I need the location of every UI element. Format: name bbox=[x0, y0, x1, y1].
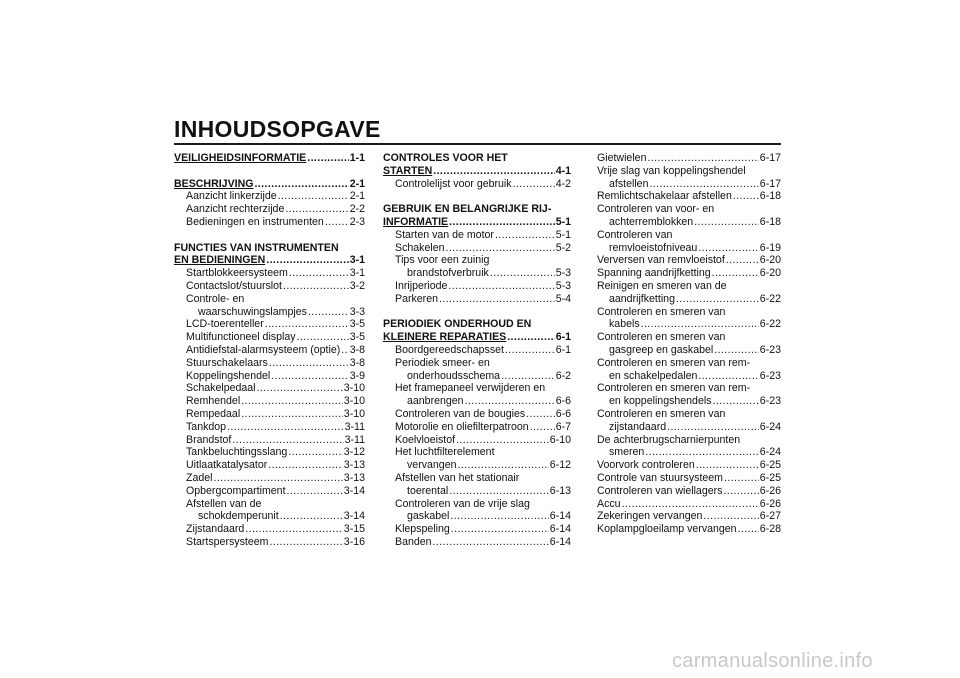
toc-entry-text: Reinigen en smeren van de bbox=[597, 279, 727, 292]
dot-leader bbox=[501, 370, 555, 383]
dot-leader bbox=[495, 229, 555, 242]
toc-entry[interactable] bbox=[597, 395, 781, 408]
dot-leader bbox=[214, 472, 343, 485]
dot-leader bbox=[456, 434, 549, 447]
page-number: 6-23 bbox=[759, 369, 781, 382]
toc-entry[interactable] bbox=[174, 434, 365, 447]
dot-leader bbox=[723, 485, 758, 498]
dot-leader bbox=[241, 395, 343, 408]
toc-entry[interactable] bbox=[383, 510, 571, 523]
page-number: 3-13 bbox=[343, 459, 365, 472]
dot-leader bbox=[325, 216, 349, 229]
dot-leader bbox=[269, 536, 342, 549]
page-number: 3-16 bbox=[343, 535, 365, 548]
toc-entry[interactable] bbox=[174, 344, 365, 357]
toc-section-entry[interactable] bbox=[174, 152, 365, 165]
dot-leader bbox=[308, 306, 349, 319]
dot-leader bbox=[269, 357, 349, 370]
toc-entry-title: gasgreep en gaskabel bbox=[609, 343, 714, 356]
toc-entry-title: smeren bbox=[609, 446, 645, 459]
dot-leader bbox=[433, 165, 554, 178]
page-number: 6-22 bbox=[759, 292, 781, 305]
dot-leader bbox=[698, 242, 758, 255]
page-number: 3-14 bbox=[343, 510, 365, 523]
toc-entry-title: Controle van stuursysteem bbox=[597, 471, 724, 484]
page-number: 6-26 bbox=[759, 484, 781, 497]
toc-entry[interactable] bbox=[383, 421, 571, 434]
page-number: 6-20 bbox=[759, 267, 781, 280]
toc-entry-title: Tankdop bbox=[186, 420, 227, 433]
toc-entry-title: Aanzicht linkerzijde bbox=[186, 190, 277, 203]
toc-entry-title: remvloeistofniveau bbox=[609, 241, 698, 254]
dot-leader bbox=[703, 510, 758, 523]
toc-column-3 bbox=[597, 152, 781, 536]
watermark: carmanualsonline.info bbox=[672, 650, 873, 672]
toc-entry-title: Rempedaal bbox=[186, 407, 241, 420]
toc-entry-text: Controleren van de vrije slag bbox=[395, 497, 530, 510]
toc-entry-title: schokdemperunit bbox=[198, 510, 279, 523]
toc-entry[interactable] bbox=[597, 216, 781, 229]
page-number: 3-13 bbox=[343, 471, 365, 484]
page-number: 3-12 bbox=[343, 446, 365, 459]
page-number: 6-10 bbox=[549, 433, 571, 446]
toc-entry[interactable] bbox=[597, 472, 781, 485]
toc-entry[interactable] bbox=[174, 267, 365, 280]
toc-entry-title: Remlichtschakelaar afstellen bbox=[597, 190, 732, 203]
toc-entry-text: Tips voor een zuinig bbox=[395, 254, 490, 267]
page-number: 4-1 bbox=[555, 164, 571, 177]
toc-entry[interactable] bbox=[383, 178, 571, 191]
page-number: 6-1 bbox=[555, 331, 571, 344]
toc-entry[interactable] bbox=[383, 485, 571, 498]
toc-entry-title: Voorvork controleren bbox=[597, 459, 695, 472]
page-number: 2-1 bbox=[349, 177, 365, 190]
toc-entry-text: Afstellen van het stationair bbox=[395, 471, 520, 484]
toc-entry-title: Controleren van wiellagers bbox=[597, 484, 723, 497]
toc-entry-title: Uitlaatkatalysator bbox=[186, 459, 268, 472]
toc-entry[interactable] bbox=[174, 536, 365, 549]
toc-section-heading: PERIODIEK ONDERHOUD EN bbox=[383, 318, 532, 331]
page-number: 3-3 bbox=[349, 305, 365, 318]
toc-entry[interactable] bbox=[383, 280, 571, 293]
page-number: 1-1 bbox=[349, 152, 365, 164]
page-number: 6-14 bbox=[549, 535, 571, 548]
toc-entry[interactable] bbox=[174, 203, 365, 216]
page-number: 6-18 bbox=[759, 215, 781, 228]
dot-leader bbox=[647, 152, 758, 165]
page-number: 6-17 bbox=[759, 152, 781, 164]
dot-leader bbox=[241, 408, 343, 421]
dot-leader bbox=[439, 293, 555, 306]
toc-entry[interactable] bbox=[174, 472, 365, 485]
toc-entry-title: Klepspeling bbox=[395, 523, 450, 536]
toc-entry[interactable] bbox=[597, 344, 781, 357]
toc-entry[interactable] bbox=[383, 267, 571, 280]
toc-entry-title: Tankbeluchtingsslang bbox=[186, 446, 288, 459]
page-number: 3-2 bbox=[349, 279, 365, 292]
page-number: 6-22 bbox=[759, 318, 781, 331]
toc-entry[interactable] bbox=[383, 229, 571, 242]
toc-entry-text: Controleren en smeren van bbox=[597, 331, 726, 344]
page-number: 5-1 bbox=[555, 215, 571, 228]
page-number: 3-1 bbox=[349, 267, 365, 280]
page-number: 3-10 bbox=[343, 407, 365, 420]
dot-leader bbox=[268, 459, 343, 472]
dot-leader bbox=[254, 178, 348, 191]
toc-entry-title: Inrijperiode bbox=[395, 279, 448, 292]
dot-leader bbox=[278, 190, 349, 203]
toc-entry-text: Afstellen van de bbox=[186, 497, 262, 510]
dot-leader bbox=[694, 216, 759, 229]
dot-leader bbox=[257, 382, 343, 395]
toc-entry[interactable] bbox=[597, 178, 781, 191]
toc-column-2 bbox=[383, 152, 571, 549]
page-number: 2-3 bbox=[349, 215, 365, 228]
toc-entry-title: aandrijfketting bbox=[609, 292, 675, 305]
toc-entry-title: VEILIGHEIDSINFORMATIE bbox=[174, 152, 307, 164]
dot-leader bbox=[433, 536, 549, 549]
toc-entry-title: Gietwielen bbox=[597, 152, 647, 164]
page-number: 6-26 bbox=[759, 497, 781, 510]
toc-entry[interactable] bbox=[383, 395, 571, 408]
page-number: 5-4 bbox=[555, 292, 571, 305]
toc-entry-title: Spanning aandrijfketting bbox=[597, 267, 711, 280]
page-number: 6-1 bbox=[555, 343, 571, 356]
toc-entry[interactable] bbox=[174, 510, 365, 523]
page-number: 6-28 bbox=[759, 523, 781, 536]
dot-leader bbox=[266, 254, 348, 267]
dot-leader bbox=[449, 216, 555, 229]
toc-entry-title: BESCHRIJVING bbox=[174, 177, 254, 190]
toc-entry-text: Controleren en smeren van rem- bbox=[597, 382, 751, 395]
toc-section-entry[interactable] bbox=[174, 178, 365, 191]
dot-leader bbox=[265, 318, 349, 331]
toc-entry-title: kabels bbox=[609, 318, 640, 331]
page-number: 6-23 bbox=[759, 343, 781, 356]
page-number: 5-2 bbox=[555, 241, 571, 254]
toc-entry-title: en koppelingshendels bbox=[609, 395, 712, 408]
toc-entry-title: Koppelingshendel bbox=[186, 369, 271, 382]
toc-entry[interactable] bbox=[174, 216, 365, 229]
page-number: 2-2 bbox=[349, 203, 365, 216]
toc-entry-text: Controleren en smeren van bbox=[597, 407, 726, 420]
toc-entry-title: onderhoudsschema bbox=[407, 369, 501, 382]
dot-leader bbox=[245, 523, 343, 536]
page-number: 6-7 bbox=[555, 420, 571, 433]
toc-section-entry[interactable] bbox=[383, 331, 571, 344]
section-gap bbox=[174, 229, 365, 242]
page-number: 6-23 bbox=[759, 395, 781, 408]
dot-leader bbox=[227, 421, 344, 434]
dot-leader bbox=[712, 267, 759, 280]
page-number: 3-14 bbox=[343, 484, 365, 497]
toc-entry[interactable] bbox=[174, 446, 365, 459]
toc-entry[interactable] bbox=[383, 293, 571, 306]
toc-entry-title: Startblokkeersysteem bbox=[186, 267, 288, 280]
page-number: 5-3 bbox=[555, 279, 571, 292]
toc-entry-title: Motorolie en oliefilterpatroon bbox=[395, 420, 529, 433]
dot-leader bbox=[530, 421, 555, 434]
section-gap bbox=[383, 190, 571, 203]
dot-leader bbox=[641, 318, 759, 331]
toc-entry[interactable] bbox=[597, 293, 781, 306]
toc-entry[interactable] bbox=[174, 408, 365, 421]
dot-leader bbox=[307, 152, 348, 165]
page-number: 3-10 bbox=[343, 395, 365, 408]
dot-leader bbox=[457, 459, 548, 472]
toc-entry-title: Banden bbox=[395, 535, 432, 548]
toc-entry[interactable] bbox=[383, 434, 571, 447]
toc-entry-title: achterremblokken bbox=[609, 215, 694, 228]
toc-entry-text: Vrije slag van koppelingshendel bbox=[597, 164, 746, 177]
page-number: 6-18 bbox=[759, 190, 781, 203]
toc-entry-title: Brandstof bbox=[186, 433, 232, 446]
toc-entry-text: Controleren van bbox=[597, 228, 673, 241]
toc-entry-text: Controleren en smeren van bbox=[597, 305, 726, 318]
toc-entry-title: Zijstandaard bbox=[186, 523, 245, 536]
page-number: 5-3 bbox=[555, 267, 571, 280]
toc-entry[interactable] bbox=[597, 318, 781, 331]
toc-entry[interactable] bbox=[174, 190, 365, 203]
dot-leader bbox=[714, 344, 759, 357]
page-number: 6-19 bbox=[759, 241, 781, 254]
toc-entry-title: LCD-toerenteller bbox=[186, 318, 264, 331]
toc-entry[interactable] bbox=[597, 523, 781, 536]
dot-leader bbox=[289, 267, 349, 280]
toc-entry-title: INFORMATIE bbox=[383, 215, 449, 228]
page-number: 6-13 bbox=[549, 484, 571, 497]
toc-entry-title: STARTEN bbox=[383, 164, 433, 177]
dot-leader bbox=[724, 472, 759, 485]
toc-section-entry[interactable] bbox=[174, 254, 365, 267]
toc-entry[interactable] bbox=[174, 395, 365, 408]
toc-entry[interactable] bbox=[174, 459, 365, 472]
dot-leader bbox=[341, 344, 348, 357]
dot-leader bbox=[288, 446, 343, 459]
dot-leader bbox=[526, 408, 555, 421]
dot-leader bbox=[297, 331, 349, 344]
toc-entry-title: Schakelen bbox=[395, 241, 445, 254]
toc-entry-title: gaskabel bbox=[407, 510, 450, 523]
toc-entry-title: afstellen bbox=[609, 177, 649, 190]
page-title: INHOUDSOPGAVE bbox=[174, 116, 381, 142]
toc-entry-title: zijstandaard bbox=[609, 420, 667, 433]
toc-entry-title: Zadel bbox=[186, 471, 213, 484]
toc-entry[interactable] bbox=[174, 280, 365, 293]
page-number: 3-5 bbox=[349, 318, 365, 331]
title-rule bbox=[174, 143, 781, 145]
section-gap bbox=[383, 306, 571, 319]
toc-entry-title: Antidiefstal-alarmsysteem (optie) bbox=[186, 343, 341, 356]
dot-leader bbox=[283, 280, 349, 293]
page-number: 6-27 bbox=[759, 510, 781, 523]
dot-leader bbox=[285, 203, 348, 216]
page-number: 6-17 bbox=[759, 177, 781, 190]
page-number: 6-6 bbox=[555, 395, 571, 408]
toc-entry[interactable] bbox=[383, 536, 571, 549]
toc-section-entry[interactable] bbox=[383, 165, 571, 178]
page-number: 6-12 bbox=[549, 459, 571, 472]
dot-leader bbox=[465, 395, 555, 408]
toc-entry-text: De achterbrugscharnierpunten bbox=[597, 433, 741, 446]
toc-entry-title: Stuurschakelaars bbox=[186, 356, 268, 369]
toc-entry-title: Startspersysteem bbox=[186, 535, 269, 548]
toc-entry-title: Controleren van de bougies bbox=[395, 407, 526, 420]
page-number: 6-6 bbox=[555, 407, 571, 420]
dot-leader bbox=[280, 510, 343, 523]
toc-entry-title: Koelvloeistof bbox=[395, 433, 456, 446]
toc-entry[interactable] bbox=[174, 318, 365, 331]
page-number: 3-15 bbox=[343, 523, 365, 536]
page-number: 3-8 bbox=[349, 343, 365, 356]
toc-entry-title: Koplampgloeilamp vervangen bbox=[597, 523, 737, 536]
toc-entry-text: Het luchtfilterelement bbox=[395, 446, 495, 459]
toc-entry[interactable] bbox=[174, 306, 365, 319]
toc-entry-text: Controle- en bbox=[186, 292, 245, 305]
page-number: 3-8 bbox=[349, 356, 365, 369]
dot-leader bbox=[448, 280, 554, 293]
toc-section-heading: GEBRUIK EN BELANGRIJKE RIJ- bbox=[383, 203, 552, 216]
page-number: 6-24 bbox=[759, 420, 781, 433]
toc-entry-title: KLEINERE REPARATIES bbox=[383, 331, 507, 344]
toc-entry[interactable] bbox=[174, 357, 365, 370]
page-number: 3-5 bbox=[349, 331, 365, 344]
dot-leader bbox=[696, 459, 759, 472]
page-number: 3-1 bbox=[349, 254, 365, 267]
toc-entry-title: Starten van de motor bbox=[395, 228, 494, 241]
dot-leader bbox=[667, 421, 759, 434]
toc-entry-title: Multifunctioneel display bbox=[186, 331, 296, 344]
toc-entry-text: Controleren en smeren van rem- bbox=[597, 356, 751, 369]
toc-entry-title: Remhendel bbox=[186, 395, 241, 408]
page-number: 6-25 bbox=[759, 459, 781, 472]
toc-entry-text: Het framepaneel verwijderen en bbox=[395, 382, 546, 395]
dot-leader bbox=[287, 485, 343, 498]
page-number: 6-24 bbox=[759, 446, 781, 459]
dot-leader bbox=[505, 344, 555, 357]
toc-entry[interactable] bbox=[597, 446, 781, 459]
toc-entry-title: toerental bbox=[407, 484, 449, 497]
toc-entry[interactable] bbox=[597, 421, 781, 434]
dot-leader bbox=[649, 178, 758, 191]
toc-entry[interactable] bbox=[383, 242, 571, 255]
toc-entry-title: Bedieningen en instrumenten bbox=[186, 215, 324, 228]
dot-leader bbox=[451, 523, 549, 536]
toc-entry-title: Verversen van remvloeistof bbox=[597, 254, 725, 267]
page-number: 5-1 bbox=[555, 228, 571, 241]
page-number: 3-11 bbox=[344, 420, 365, 433]
toc-entry-title: Parkeren bbox=[395, 292, 438, 305]
toc-entry[interactable] bbox=[597, 510, 781, 523]
toc-entry[interactable] bbox=[383, 459, 571, 472]
toc-entry[interactable] bbox=[597, 459, 781, 472]
page-number: 6-25 bbox=[759, 471, 781, 484]
page-number: 6-2 bbox=[555, 369, 571, 382]
toc-section-heading: CONTROLES VOOR HET bbox=[383, 152, 508, 164]
dot-leader bbox=[490, 267, 555, 280]
toc-entry-title: Controlelijst voor gebruik bbox=[395, 177, 512, 190]
toc-entry[interactable] bbox=[174, 382, 365, 395]
section-gap bbox=[174, 165, 365, 178]
toc-entry-title: brandstofverbruik bbox=[407, 267, 489, 280]
toc-entry[interactable] bbox=[383, 523, 571, 536]
dot-leader bbox=[271, 370, 348, 383]
toc-entry[interactable] bbox=[597, 152, 781, 165]
dot-leader bbox=[698, 370, 758, 383]
toc-section-entry[interactable] bbox=[383, 216, 571, 229]
toc-entry-title: Accu bbox=[597, 497, 621, 510]
toc-entry-title: vervangen bbox=[407, 459, 457, 472]
page-number: 6-14 bbox=[549, 510, 571, 523]
toc-entry[interactable] bbox=[174, 421, 365, 434]
toc-entry[interactable] bbox=[597, 267, 781, 280]
page-number: 6-14 bbox=[549, 523, 571, 536]
dot-leader bbox=[738, 523, 759, 536]
dot-leader bbox=[726, 254, 759, 267]
toc-entry-text: Controleren van voor- en bbox=[597, 203, 715, 216]
dot-leader bbox=[645, 446, 758, 459]
toc-entry-title: EN BEDIENINGEN bbox=[174, 254, 266, 267]
toc-entry[interactable] bbox=[174, 523, 365, 536]
toc-entry-title: Boordgereedschapsset bbox=[395, 343, 504, 356]
toc-entry[interactable] bbox=[597, 498, 781, 511]
toc-entry[interactable] bbox=[383, 408, 571, 421]
page-number: 4-2 bbox=[555, 177, 571, 190]
dot-leader bbox=[450, 510, 548, 523]
dot-leader bbox=[232, 434, 343, 447]
toc-entry[interactable] bbox=[174, 485, 365, 498]
dot-leader bbox=[513, 178, 555, 191]
toc-entry[interactable] bbox=[383, 344, 571, 357]
toc-entry[interactable] bbox=[597, 190, 781, 203]
dot-leader bbox=[449, 485, 549, 498]
toc-entry[interactable] bbox=[597, 485, 781, 498]
page-number: 2-1 bbox=[349, 190, 365, 203]
page-number: 3-11 bbox=[344, 433, 365, 446]
toc-entry-text: Periodiek smeer- en bbox=[395, 356, 490, 369]
toc-entry-title: Contactslot/stuurslot bbox=[186, 279, 282, 292]
toc-entry[interactable] bbox=[597, 370, 781, 383]
toc-entry[interactable] bbox=[597, 254, 781, 267]
page-number: 3-9 bbox=[349, 369, 365, 382]
dot-leader bbox=[713, 395, 759, 408]
toc-entry[interactable] bbox=[597, 242, 781, 255]
toc-entry-title: waarschuwingslampjes bbox=[198, 305, 307, 318]
toc-section-heading: FUNCTIES VAN INSTRUMENTEN bbox=[174, 241, 339, 254]
dot-leader bbox=[676, 293, 759, 306]
page-number: 3-10 bbox=[343, 382, 365, 395]
toc-entry[interactable] bbox=[174, 331, 365, 344]
toc-entry-title: Opbergcompartiment bbox=[186, 484, 286, 497]
toc-entry[interactable] bbox=[383, 370, 571, 383]
toc-entry[interactable] bbox=[174, 370, 365, 383]
toc-entry-title: en schakelpedalen bbox=[609, 369, 698, 382]
dot-leader bbox=[445, 242, 554, 255]
dot-leader bbox=[507, 331, 554, 344]
toc-entry-title: Schakelpedaal bbox=[186, 382, 256, 395]
toc-entry-title: Zekeringen vervangen bbox=[597, 510, 703, 523]
toc-column-1 bbox=[174, 152, 365, 549]
page-number: 6-20 bbox=[759, 254, 781, 267]
toc-entry-title: aanbrengen bbox=[407, 395, 464, 408]
toc-entry-title: Aanzicht rechterzijde bbox=[186, 203, 285, 216]
dot-leader bbox=[733, 190, 759, 203]
dot-leader bbox=[622, 498, 759, 511]
